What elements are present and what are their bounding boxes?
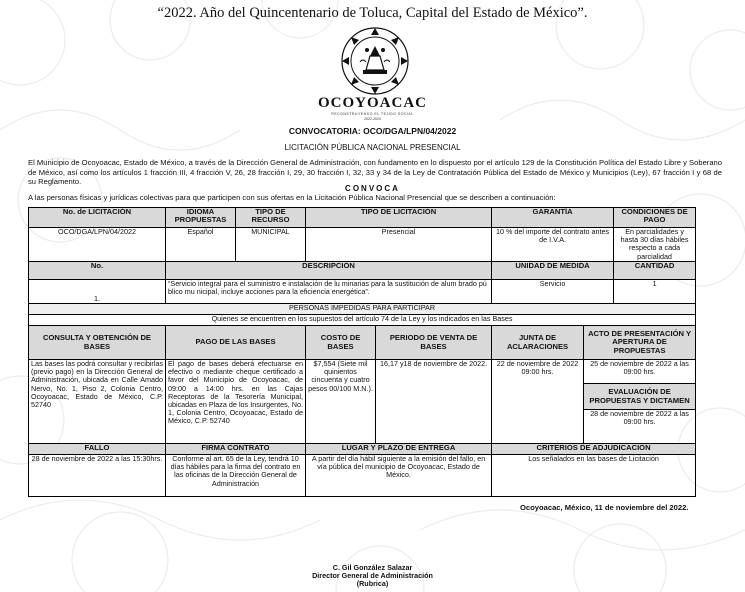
header-pago-bases: PAGO DE LAS BASES xyxy=(166,326,306,360)
convocatoria-number: CONVOCATORIA: OCO/DGA/LPN/04/2022 xyxy=(288,126,457,136)
tipo-licitacion-value: Presencial xyxy=(306,228,492,262)
header-unidad-medida: UNIDAD DE MEDIDA xyxy=(492,262,614,280)
header-garantia: GARANTÍA xyxy=(492,208,614,228)
bidding-table xyxy=(28,207,696,497)
header-evaluacion-dictamen: EVALUACIÓN DE PROPUESTAS Y DICTAMEN xyxy=(584,384,696,410)
junta-aclaraciones-value: 22 de noviembre de 2022 09:00 hrs. xyxy=(492,360,584,444)
table-row xyxy=(29,360,696,384)
evaluacion-dictamen-value: 28 de noviembre de 2022 a las 09:00 hrs. xyxy=(584,410,696,444)
table-row xyxy=(29,444,696,455)
header-junta-aclaraciones: JUNTA DE ACLARACIONES xyxy=(492,326,584,360)
costo-bases-value: $7,554 (Siete mil quinientos cincuenta y cuatro pesos 00/100 M.N.). xyxy=(306,360,376,444)
header-tipo-recurso: TIPO DE RECURSO xyxy=(236,208,306,228)
firma-contrato-value: Conforme al art. 65 de la Ley, tendrá 10 días hábiles para la firma del contrato en las oficinas de la Dirección General de Administración xyxy=(166,455,306,497)
cantidad-value: 1 xyxy=(614,280,696,304)
header-firma-contrato: FIRMA CONTRATO xyxy=(166,444,306,455)
consulta-bases-value: Las bases las podrá consultar y recibirlas (previo pago) en la Dirección General de Administración, ubicada en Calle Amado Nervo, No. 1, Piso 2, Colonia Centro, Ocoyoacac, Estado de México, C.P. 52740 xyxy=(29,360,166,444)
header-acto-presentacion: ACTO DE PRESENTACIÓN Y APERTURA DE PROPUESTAS xyxy=(584,326,696,360)
unidad-medida-value: Servicio xyxy=(492,280,614,304)
header-condiciones-pago: CONDICIONES DE PAGO xyxy=(614,208,696,228)
signer-title: Director General de Administración xyxy=(312,571,433,580)
table-row xyxy=(29,280,696,304)
table-row xyxy=(29,315,696,326)
table-row xyxy=(29,326,696,360)
table-row xyxy=(29,304,696,315)
licitacion-number: OCO/DGA/LPN/04/2022 xyxy=(29,228,166,262)
header-idioma: IDIOMA PROPUESTAS xyxy=(166,208,236,228)
signer-name: C. Gil González Salazar xyxy=(332,563,413,572)
lugar-plazo-entrega-value: A partir del día hábil siguiente a la emisión del fallo, en vía pública del municipio de Ocoyoacac, Estado de México. xyxy=(306,455,492,497)
table-row xyxy=(29,208,696,228)
impedidas-text: Quienes se encuentren en los supuestos del artículo 74 de la Ley y los indicados en las Bases xyxy=(29,315,696,326)
intro-paragraph: El Municipio de Ocoyoacac, Estado de México, a través de la Dirección General de Administración, con fundamento en lo dispuesto por el artículo 129 de la Constitución Política del Estado Libre y Soberano de México, así como los artículos 1 fracción III, 4 fracción V, 26, 28 fracción I, 29, 30 fracción I, 32, 33 y 34 de la Ley de Contratación Pública del Estado de México y Municipios (Ley), 67 fracción I y 68 de su Reglamento. xyxy=(28,158,722,186)
header-cantidad: CANTIDAD xyxy=(614,262,696,280)
signature-block xyxy=(0,564,745,588)
convoca-heading: CONVOCA xyxy=(345,184,400,193)
header-lugar-plazo-entrega: LUGAR Y PLAZO DE ENTREGA xyxy=(306,444,492,455)
header-consulta-bases: CONSULTA Y OBTENCIÓN DE BASES xyxy=(29,326,166,360)
header-costo-bases: COSTO DE BASES xyxy=(306,326,376,360)
header-fallo: FALLO xyxy=(29,444,166,455)
header-item-number: No. xyxy=(29,262,166,280)
condiciones-pago-value: En parcialidades y hasta 30 días hábiles respecto a cada parcialidad xyxy=(614,228,696,262)
table-row xyxy=(29,262,696,280)
municipal-seal-icon xyxy=(340,26,410,96)
impedidas-header: PERSONAS IMPEDIDAS PARA PARTICIPAR xyxy=(29,304,696,315)
licitacion-type: LICITACIÓN PÚBLICA NACIONAL PRESENCIAL xyxy=(284,143,461,152)
criterios-adjudicacion-value: Los señalados en las bases de Licitación xyxy=(492,455,696,497)
fallo-value: 28 de noviembre de 2022 a las 15:30hrs. xyxy=(29,455,166,497)
acto-presentacion-value: 25 de noviembre de 2022 a las 09:00 hrs. xyxy=(584,360,696,384)
logo-years: 2022-2024 xyxy=(364,117,381,121)
date-place: Ocoyoacac, México, 11 de noviembre del 2022. xyxy=(520,503,689,512)
header-periodo-venta: PERIODO DE VENTA DE BASES xyxy=(376,326,492,360)
header-motto: “2022. Año del Quincentenario de Toluca, Capital del Estado de México”. xyxy=(157,5,588,21)
garantia-value: 10 % del importe del contrato antes de I.V.A. xyxy=(492,228,614,262)
header-licitacion-number: No. de LICITACIÓN xyxy=(29,208,166,228)
logo-subtitle: RECONSTRUYENDO EL TEJIDO SOCIAL xyxy=(331,112,414,116)
table-row xyxy=(29,455,696,497)
signer-note: (Rubrica) xyxy=(356,579,389,588)
item-description: “Servicio integral para el suministro e instalación de lu minarias para la sustitución de alum brado pú blico mu nicipal, incluye acciones para la eficiencia energética”. xyxy=(166,280,492,304)
periodo-venta-value: 16,17 y18 de noviembre de 2022. xyxy=(376,360,492,444)
header-criterios-adjudicacion: CRITERIOS DE ADJUDICACIÓN xyxy=(492,444,696,455)
idioma-value: Español xyxy=(166,228,236,262)
table-row xyxy=(29,228,696,262)
header-tipo-licitacion: TIPO DE LICITACIÓN xyxy=(306,208,492,228)
item-number: 1. xyxy=(29,280,166,304)
pago-bases-value: El pago de bases deberá efectuarse en efectivo o mediante cheque certificado a favor del Municipio de Ocoyoacac, de 09:00 a 14:00 hrs. en las Cajas Receptoras de la Tesorería Municipal, ubicadas en Plaza de los Insurgentes, No. 1, Colonia Centro, Ocoyoacac, Estado de México, C.P. 52740 xyxy=(166,360,306,444)
invitation-text: A las personas físicas y jurídicas colectivas para que participen con sus ofertas en la Licitación Pública Nacional Presencial que se describen a continuación: xyxy=(28,193,556,202)
header-descripcion: DESCRIPCIÓN xyxy=(166,262,492,280)
municipality-logo-text: OCOYOACAC xyxy=(318,95,427,111)
tipo-recurso-value: MUNICIPAL xyxy=(236,228,306,262)
